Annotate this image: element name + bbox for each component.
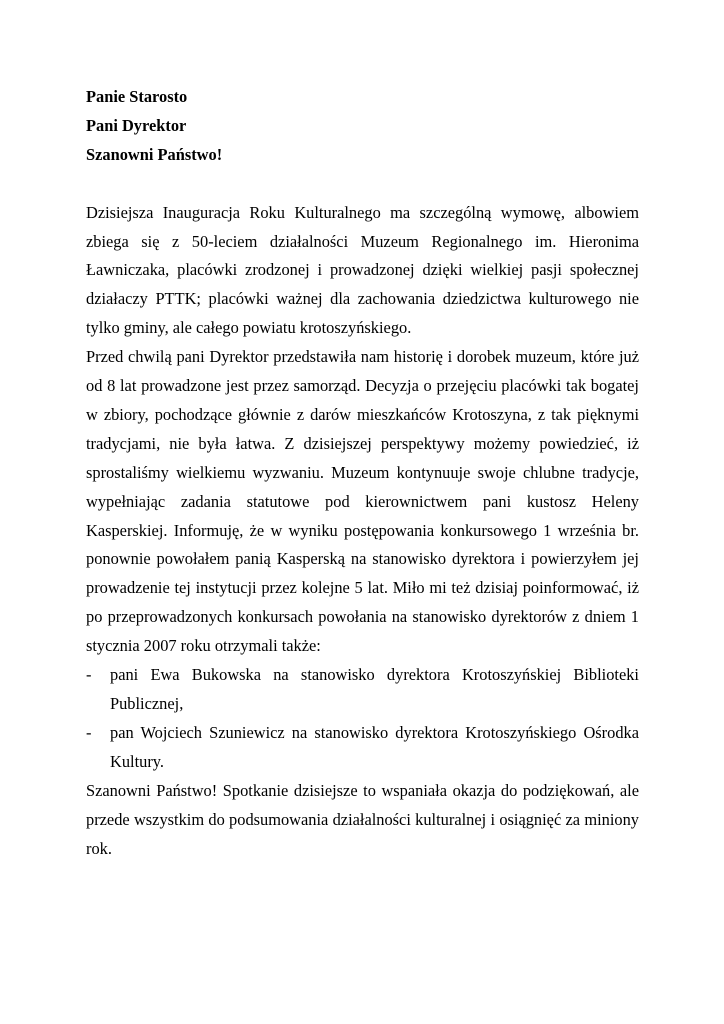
list-item: [86, 719, 639, 777]
appointments-list: [86, 661, 639, 777]
list-dash: -: [86, 722, 92, 742]
document-page: [86, 83, 639, 863]
list-item-text: pan Wojciech Szuniewicz na stanowisko dyrektora Krotoszyńskiego Ośrodka Kultury.: [110, 722, 639, 771]
greeting-dyrektor: Pani Dyrektor: [86, 115, 187, 135]
list-item-text: pani Ewa Bukowska na stanowisko dyrektora Krotoszyńskiej Biblioteki Publicznej,: [110, 665, 639, 714]
paragraph-museum-history: Przed chwilą pani Dyrektor przedstawiła nam historię i dorobek muzeum, które już od 8 lat prowadzone jest przez samorząd. Decyzja o przejęciu placówki tak bogatej w zbiory, pochodzące głównie z darów mieszkańców Krotoszyna, z tak pięknymi tradycjami, nie była łatwa. Z dzisiejszej perspektywy możemy powiedzieć, iż sprostaliśmy wielkiemu wyzwaniu. Muzeum kontynuuje swoje chlubne tradycje, wypełniając zadania statutowe pod kierownictwem pani kustosz Heleny Kasperskiej. Informuję, że w wyniku postępowania konkursowego 1 września br. ponownie powołałem panią Kasperską na stanowisko dyrektora i powierzyłem jej prowadzenie tej instytucji przez kolejne 5 lat. Miło mi też dzisiaj poinformować, iż po przeprowadzonych konkursach powołania na stanowisko dyrektorów z dniem 1 stycznia 2007 roku otrzymali także:: [86, 347, 639, 656]
greeting-starosta: Panie Starosto: [86, 87, 188, 106]
paragraph-closing: Szanowni Państwo! Spotkanie dzisiejsze to wspaniała okazja do podziękowań, ale przede wszystkim do podsumowania działalności kulturalnej i osiągnięć za miniony rok.: [86, 780, 639, 858]
list-dash: -: [86, 665, 92, 685]
paragraph-inauguration: Dzisiejsza Inauguracja Roku Kulturalnego ma szczególną wymowę, albowiem zbiega się z 50-leciem działalności Muzeum Regionalnego im. Hieronima Ławniczaka, placówki zrodzonej i prowadzonej dzięki wielkiej pasji społecznej działaczy PTTK; placówki ważnej dla zachowania dziedzictwa kulturowego nie tylko gminy, ale całego powiatu krotoszyńskiego.: [86, 202, 639, 338]
list-item: [86, 661, 639, 719]
greeting-panstwo: Szanowni Państwo!: [86, 144, 223, 164]
blank-line: [86, 170, 639, 199]
